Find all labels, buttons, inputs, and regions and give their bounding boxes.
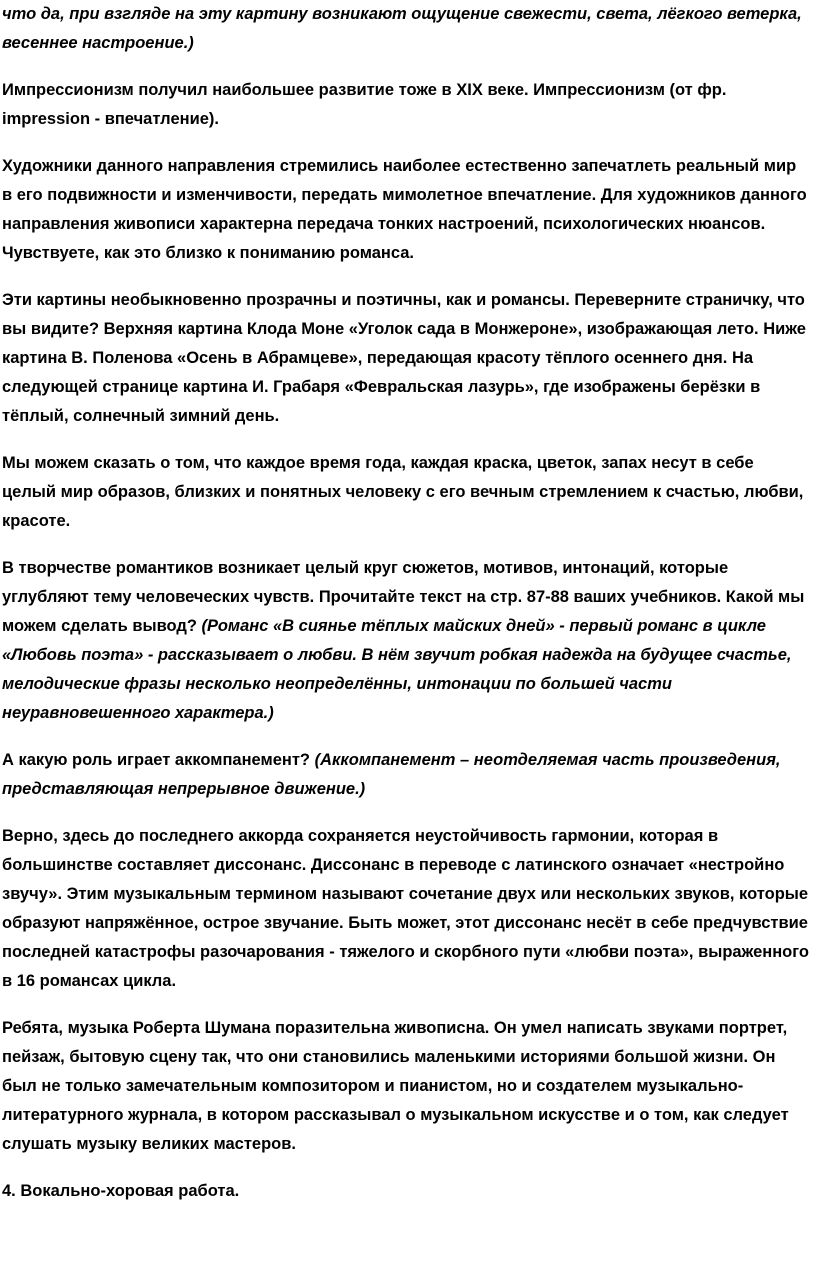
paragraph-impressionism — [2, 76, 810, 134]
paragraph-seasons — [2, 449, 810, 536]
paragraph-dissonance — [2, 822, 810, 996]
italic-answer: (Романс «В сиянье тёплых майских дней» - первый романс в цикле «Любовь поэта» - рассказывает о любви. В нём звучит робкая надежда на будущее счастье, мелодические фразы несколько неопределённы, интонации по большей части неуравновешенного характера.) — [2, 617, 792, 722]
section-heading — [2, 1177, 810, 1206]
paragraph-text: Верно, здесь до последнего аккорда сохраняется неустойчивость гармонии, которая в большинстве составляет диссонанс. Диссонанс в переводе с латинского означает «нестройно звучу». Этим музыкальным термином называют сочетание двух или нескольких звуков, которые образуют напряжённое, острое звучание. Быть может, этот диссонанс несёт в себе предчувствие последней катастрофы разочарования - тяжелого и скорбного пути «любви поэта», выраженного в 16 романсах цикла. — [2, 827, 809, 990]
paragraph-artists — [2, 152, 810, 268]
paragraph-text: Эти картины необыкновенно прозрачны и поэтичны, как и романсы. Переверните страничку, что вы видите? Верхняя картина Клода Моне «Уголок сада в Монжероне», изображающая лето. Ниже картина В. Поленова «Осень в Абрамцеве», передающая красоту тёплого осеннего дня. На следующей странице картина И. Грабаря «Февральская лазурь», где изображены берёзки в тёплый, солнечный зимний день. — [2, 291, 806, 425]
paragraph-text: Художники данного направления стремились наиболее естественно запечатлеть реальный мир в его подвижности и изменчивости, передать мимолетное впечатление. Для художников данного направления живописи характерна передача тонких настроений, психологических нюансов. Чувствуете, как это близко к пониманию романса. — [2, 157, 807, 262]
paragraph-romantics — [2, 554, 810, 728]
paragraph-accompaniment — [2, 746, 810, 804]
paragraph-continuation — [2, 0, 810, 58]
paragraph-paintings — [2, 286, 810, 431]
paragraph-text: В творчестве романтиков возникает целый круг сюжетов, мотивов, интонаций, которые углубляют тему человеческих чувств. Прочитайте текст на стр. 87-88 ваших учебников. Какой мы можем сделать вывод? — [2, 559, 805, 635]
paragraph-text: Импрессионизм получил наибольшее развитие тоже в XIX веке. Импрессионизм (от фр. impression - впечатление). — [2, 81, 727, 128]
paragraph-schumann — [2, 1014, 810, 1159]
italic-answer: что да, при взгляде на эту картину возникают ощущение свежести, света, лёгкого ветерка, весеннее настроение.) — [2, 5, 802, 52]
paragraph-text: Мы можем сказать о том, что каждое время года, каждая краска, цветок, запах несут в себе целый мир образов, близких и понятных человеку с его вечным стремлением к счастью, любви, красоте. — [2, 454, 804, 530]
heading-text: 4. Вокально-хоровая работа. — [2, 1182, 240, 1200]
paragraph-text: А какую роль играет аккомпанемент? — [2, 751, 315, 769]
paragraph-text: Ребята, музыка Роберта Шумана поразительна живописна. Он умел написать звуками портрет, пейзаж, бытовую сцену так, что они становились маленькими историями большой жизни. Он был не только замечательным композитором и пианистом, но и создателем музыкально-литературного журнала, в котором рассказывал о музыкальном искусстве и о том, как следует слушать музыку великих мастеров. — [2, 1019, 789, 1153]
italic-answer: (Аккомпанемент – неотделяемая часть произведения, представляющая непрерывное движение.) — [2, 751, 781, 798]
